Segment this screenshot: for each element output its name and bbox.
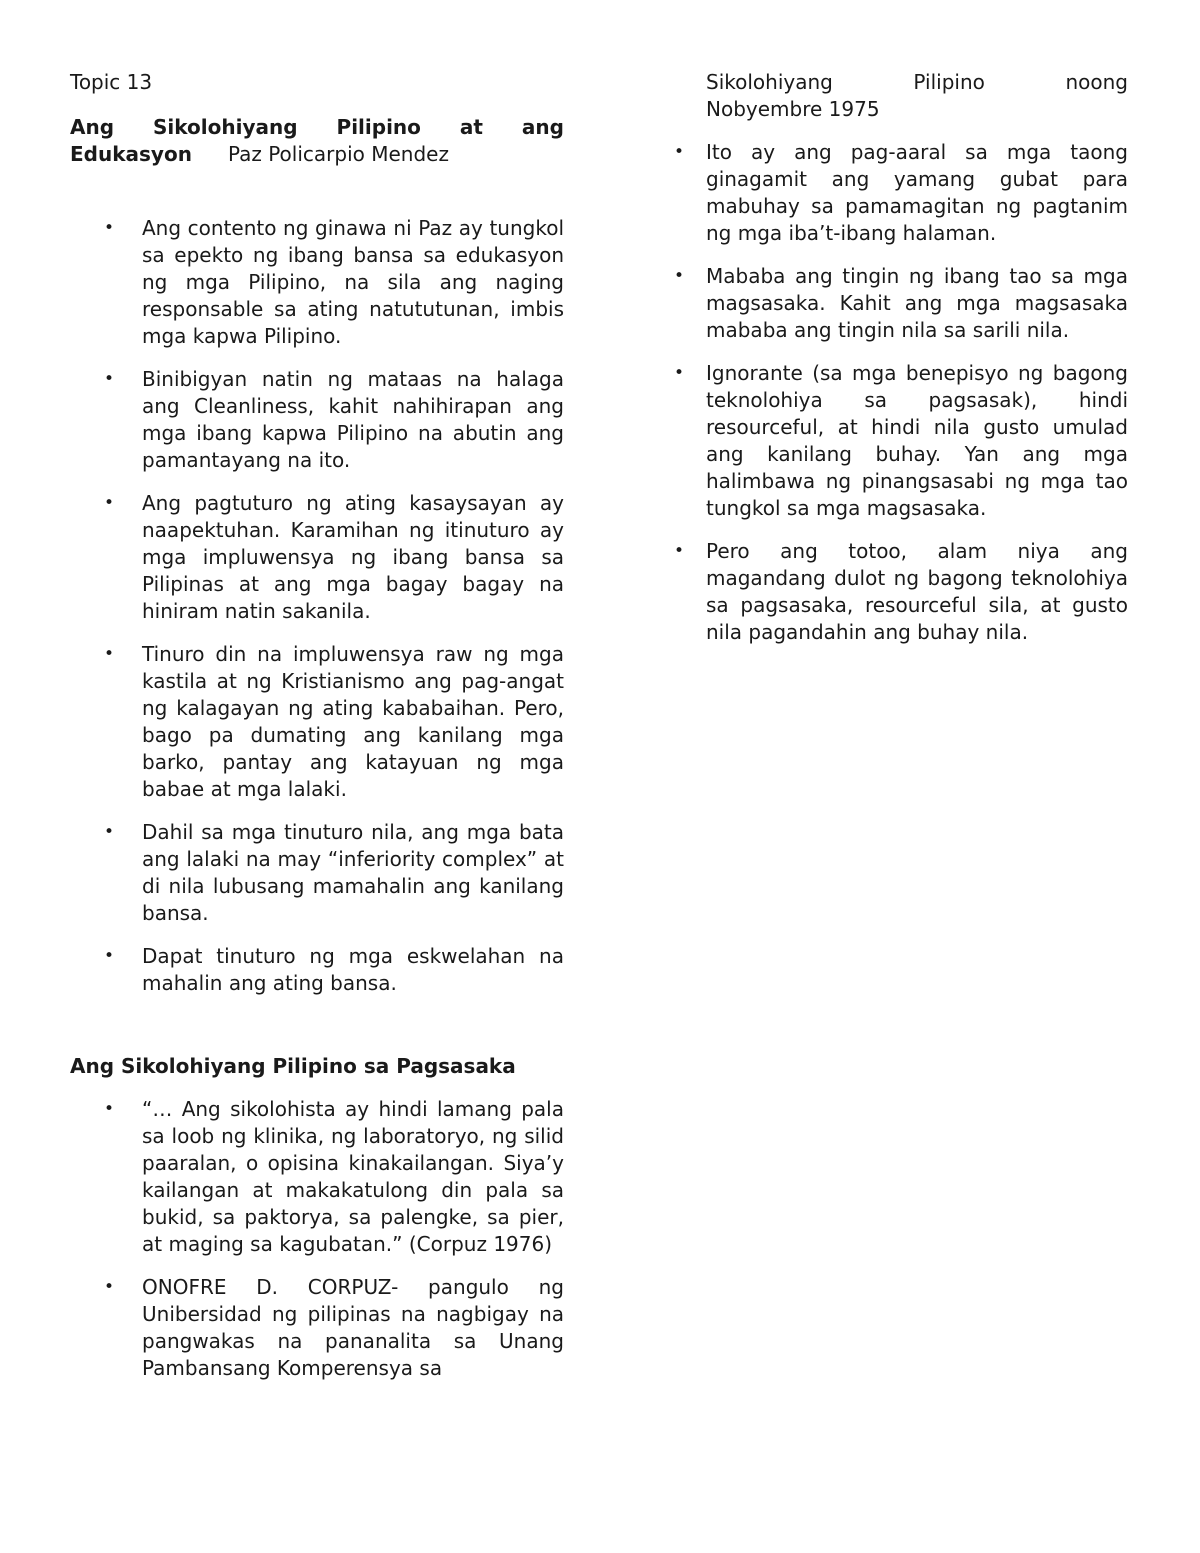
list-item-text: ONOFRE D. CORPUZ- pangulo ng Unibersidad ng pilipinas na nagbigay na pangwakas na pananalita sa Unang Pambansang Komperensya sa — [142, 1275, 564, 1380]
list-item — [640, 263, 1128, 344]
list-item-text: Ang pagtuturo ng ating kasaysayan ay naapektuhan. Karamihan ng itinuturo ay mga impluwensya ng ibang bansa sa Pilipinas at ang mga bagay bagay na hiniram natin sakanila. — [142, 491, 564, 623]
list-item — [70, 641, 564, 803]
left-column — [70, 69, 564, 1398]
list-item — [640, 360, 1128, 522]
list-item — [70, 1096, 564, 1258]
bullet-icon: • — [104, 1277, 115, 1297]
list-item — [70, 215, 564, 350]
bullet-icon: • — [104, 1099, 115, 1119]
bullet-icon: • — [674, 142, 685, 162]
bullet-icon: • — [104, 493, 115, 513]
list-item-text: Mababa ang tingin ng ibang tao sa mga magsasaka. Kahit ang mga magsasaka mababa ang tingin nila sa sarili nila. — [706, 264, 1128, 342]
continued-line-2: Nobyembre 1975 — [706, 97, 880, 121]
list-item — [70, 819, 564, 927]
bullet-list-pagsasaka — [70, 1096, 564, 1382]
topic-label: Topic 13 — [70, 70, 153, 94]
continued-paragraph — [640, 69, 1128, 123]
bullet-icon: • — [104, 218, 115, 238]
right-column — [640, 69, 1128, 662]
author-name: Paz Policarpio Mendez — [227, 142, 449, 166]
list-item-text: Pero ang totoo, alam niya ang magandang dulot ng bagong teknolohiya sa pagsasaka, resourceful sila, at gusto nila pagandahin ang buhay nila. — [706, 539, 1128, 644]
list-item-text: Ito ay ang pag-aaral sa mga taong ginagamit ang yamang gubat para mabuhay sa pamamagitan ng pagtanim ng mga iba’t-ibang halaman. — [706, 140, 1128, 245]
title-line-2 — [70, 141, 564, 168]
bullet-icon: • — [674, 363, 685, 383]
list-item — [70, 943, 564, 997]
bullet-icon: • — [674, 541, 685, 561]
document-title: Ang Sikolohiyang Pilipino at ang — [70, 115, 564, 139]
bullet-icon: • — [104, 644, 115, 664]
list-item — [70, 1274, 564, 1382]
list-item-text: Dapat tinuturo ng mga eskwelahan na mahalin ang ating bansa. — [142, 944, 564, 995]
list-item-text: Tinuro din na impluwensya raw ng mga kastila at ng Kristianismo ang pag-angat ng kalagayan ng ating kababaihan. Pero, bago pa dumating ang kanilang mga barko, pantay ang katayuan ng mga babae at mga lalaki. — [142, 642, 564, 801]
list-item-text: Dahil sa mga tinuturo nila, ang mga bata ang lalaki na may “inferiority complex” at di nila lubusang mamahalin ang kanilang bansa. — [142, 820, 564, 925]
bullet-icon: • — [104, 822, 115, 842]
bullet-list-edukasyon — [70, 215, 564, 997]
continued-line-1: Sikolohiyang Pilipino noong — [706, 70, 1128, 94]
bullet-icon: • — [674, 266, 685, 286]
list-item — [640, 139, 1128, 247]
section-heading: Ang Sikolohiyang Pilipino sa Pagsasaka — [70, 1054, 516, 1078]
list-item-text: Binibigyan natin ng mataas na halaga ang Cleanliness, kahit nahihirapan ang mga ibang kapwa Pilipino na abutin ang pamantayang na ito. — [142, 367, 564, 472]
list-item-text: Ang contento ng ginawa ni Paz ay tungkol sa epekto ng ibang bansa sa edukasyon ng mga Pilipino, na sila ang naging responsable sa ating natututunan, imbis mga kapwa Pilipino. — [142, 216, 564, 348]
list-item — [640, 538, 1128, 646]
list-item-text: Ignorante (sa mga benepisyo ng bagong teknolohiya sa pagsasak), hindi resourceful, at hindi nila gusto umulad ang kanilang buhay. Yan ang mga halimbawa ng pinangsasabi ng mga tao tungkol sa mga magsasaka. — [706, 361, 1128, 520]
list-item — [70, 366, 564, 474]
bullet-list-right — [640, 139, 1128, 646]
title-word: Edukasyon — [70, 142, 192, 166]
list-item — [70, 490, 564, 625]
list-item-text: “… Ang sikolohista ay hindi lamang pala sa loob ng klinika, ng laboratoryo, ng silid paaralan, o opisina kinakailangan. Siya’y kailangan at makakatulong din pala sa bukid, sa paktorya, sa palengke, sa pier, at maging sa kagubatan.” (Corpuz 1976) — [142, 1097, 564, 1256]
bullet-icon: • — [104, 946, 115, 966]
bullet-icon: • — [104, 369, 115, 389]
